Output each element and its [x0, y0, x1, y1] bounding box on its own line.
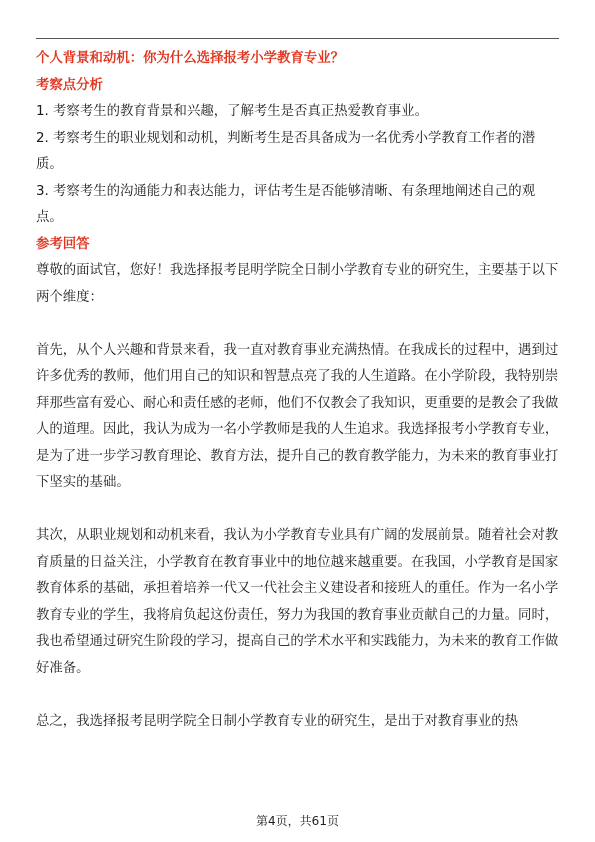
answer-paragraph-first: 首先，从个人兴趣和背景来看，我一直对教育事业充满热情。在我成长的过程中，遇到过许多优秀的教师，他们用自己的知识和智慧点亮了我的人生道路。在小学阶段，我特别崇拜那些富有爱心、耐心和责任感的老师，他们不仅教会了我知识，更重要的是教会了我做人的道理。因此，我认为成为一名小学教师是我的人生追求。我选择报考小学教育专业，是为了进一步学习教育理论、教育方法，提升自己的教育教学能力，为未来的教育事业打下坚实的基础。: [36, 342, 559, 490]
question-heading: 个人背景和动机：你为什么选择报考小学教育专业？: [36, 51, 344, 66]
paragraph-gap: [36, 311, 559, 338]
answer-paragraph-second: 其次，从职业规划和动机来看，我认为小学教育专业具有广阔的发展前景。随着社会对教育质量的日益关注，小学教育在教育事业中的地位越来越重要。在我国，小学教育是国家教育体系的基础，承担着培养一代又一代社会主义建设者和接班人的重任。作为一名小学教育专业的学生，我将肩负起这份责任，努力为我国的教育事业贡献自己的力量。同时，我也希望通过研究生阶段的学习，提高自己的学术水平和实践能力，为未来的教育工作做好准备。: [36, 528, 559, 676]
paragraph-gap: [36, 497, 559, 524]
page-footer: 第4页，共61页: [256, 814, 339, 828]
analysis-item-3: 3. 考察考生的沟通能力和表达能力，评估考生是否能够清晰、有条理地阐述自己的观点。: [36, 183, 536, 225]
answer-paragraph-intro: 尊敬的面试官，您好！我选择报考昆明学院全日制小学教育专业的研究生，主要基于以下两个维度：: [36, 263, 559, 305]
analysis-item-1: 1. 考察考生的教育背景和兴趣，了解考生是否真正热爱教育事业。: [36, 104, 428, 119]
answer-paragraph-conclusion: 总之，我选择报考昆明学院全日制小学教育专业的研究生，是出于对教育事业的热: [36, 713, 519, 729]
analysis-heading: 考察点分析: [36, 77, 103, 93]
header-rule: [36, 38, 559, 39]
answer-heading: 参考回答: [36, 236, 90, 252]
paragraph-gap: [36, 682, 559, 709]
document-body: [36, 46, 559, 735]
analysis-item-2: 2. 考察考生的职业规划和动机，判断考生是否具备成为一名优秀小学教育工作者的潜质。: [36, 130, 536, 172]
